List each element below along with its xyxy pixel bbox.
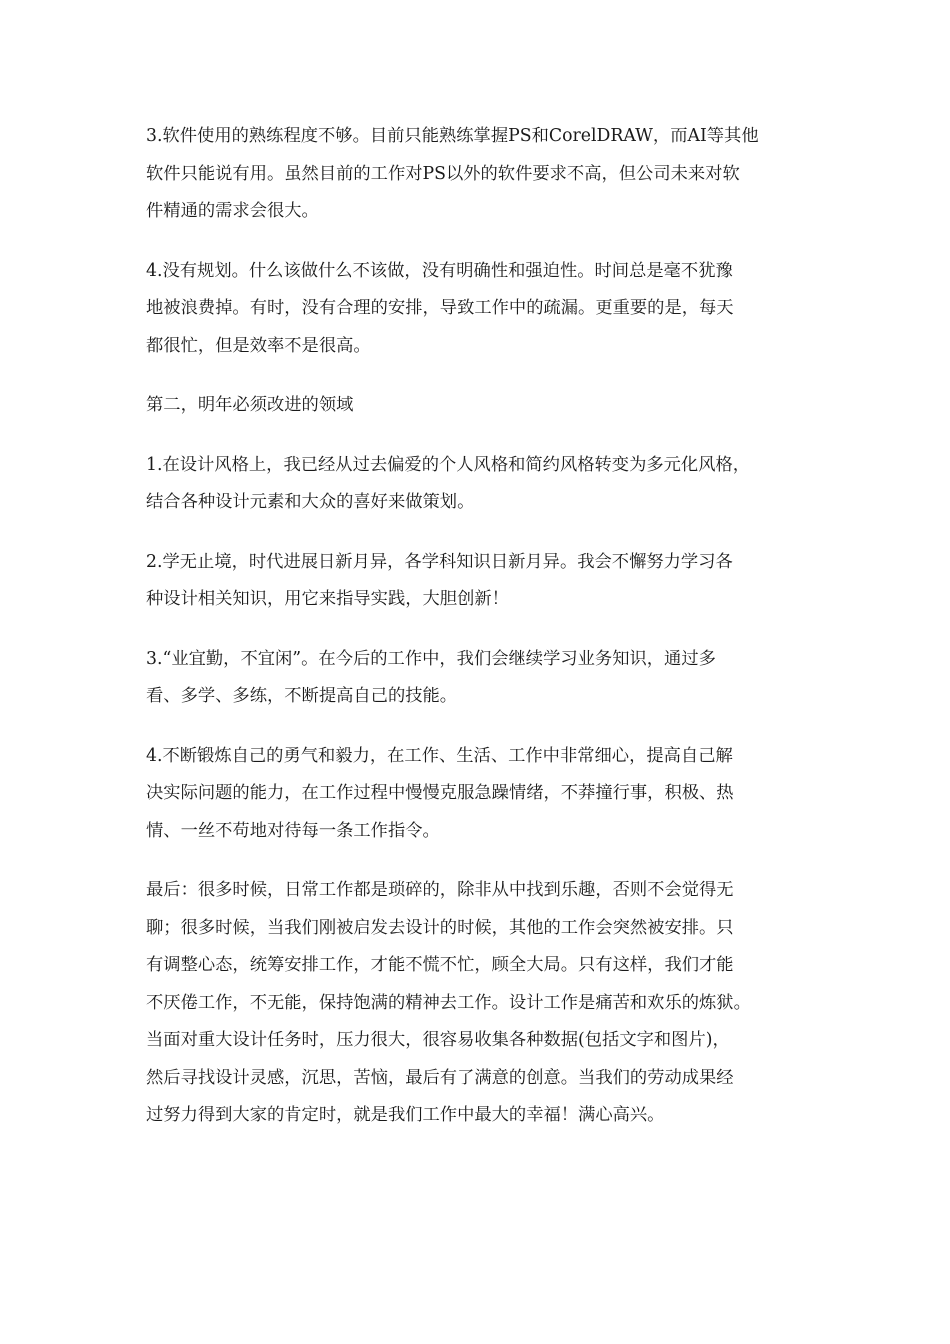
text-line: 都很忙，但是效率不是很高。 — [146, 335, 371, 356]
text-line: 件精通的需求会很大。 — [146, 201, 319, 221]
text-line: 结合各种设计元素和大众的喜好来做策划。 — [146, 492, 475, 512]
text-line: 不厌倦工作，不无能，保持饱满的精神去工作。设计工作是痛苦和欢乐的炼狱。 — [146, 992, 751, 1013]
section-heading-improvement-areas — [146, 387, 810, 425]
paragraph-continuous-learning — [146, 544, 810, 619]
paragraph-design-style — [146, 447, 810, 522]
text-line: 有调整心态，统筹安排工作，才能不慌不忙，顾全大局。只有这样，我们才能 — [146, 955, 734, 975]
text-line: 当面对重大设计任务时，压力很大，很容易收集各种数据(包括文字和图片)， — [146, 1030, 730, 1050]
document-page — [146, 118, 810, 1157]
text-line: 最后：很多时候，日常工作都是琐碎的，除非从中找到乐趣，否则不会觉得无 — [146, 880, 734, 900]
text-line: 看、多学、多练，不断提高自己的技能。 — [146, 686, 458, 706]
paragraph-software-proficiency — [146, 118, 810, 231]
text-line: 地被浪费掉。有时，没有合理的安排，导致工作中的疏漏。更重要的是，每天 — [146, 298, 734, 318]
paragraph-no-planning — [146, 253, 810, 366]
text-line: 第二，明年必须改进的领域 — [146, 395, 354, 415]
text-line: 聊；很多时候，当我们刚被启发去设计的时候，其他的工作会突然被安排。只 — [146, 917, 734, 938]
text-line: 软件只能说有用。虽然目前的工作对PS以外的软件要求不高，但公司未来对软 — [146, 163, 740, 184]
text-line: 3.“业宜勤，不宜闲”。在今后的工作中，我们会继续学习业务知识，通过多 — [146, 648, 716, 669]
text-line: 过努力得到大家的肯定时，就是我们工作中最大的幸福！满心高兴。 — [146, 1105, 665, 1125]
text-line: 1.在设计风格上，我已经从过去偏爱的个人风格和简约风格转变为多元化风格， — [146, 454, 751, 475]
paragraph-diligence — [146, 641, 810, 716]
text-line: 4.没有规划。什么该做什么不该做，没有明确性和强迫性。时间总是毫不犹豫 — [146, 260, 733, 281]
text-line: 2.学无止境，时代进展日新月异，各学科知识日新月异。我会不懈努力学习各 — [146, 551, 733, 572]
paragraph-courage-perseverance — [146, 738, 810, 851]
text-line: 决实际问题的能力，在工作过程中慢慢克服急躁情绪，不莽撞行事，积极、热 — [146, 783, 734, 803]
paragraph-conclusion — [146, 872, 810, 1135]
text-line: 情、一丝不苟地对待每一条工作指令。 — [146, 820, 440, 841]
text-line: 然后寻找设计灵感，沉思，苦恼，最后有了满意的创意。当我们的劳动成果经 — [146, 1067, 734, 1088]
text-line: 3.软件使用的熟练程度不够。目前只能熟练掌握PS和CorelDRAW，而AI等其他 — [146, 126, 759, 146]
text-line: 种设计相关知识，用它来指导实践，大胆创新！ — [146, 589, 509, 609]
text-line: 4.不断锻炼自己的勇气和毅力，在工作、生活、工作中非常细心，提高自己解 — [146, 745, 733, 766]
